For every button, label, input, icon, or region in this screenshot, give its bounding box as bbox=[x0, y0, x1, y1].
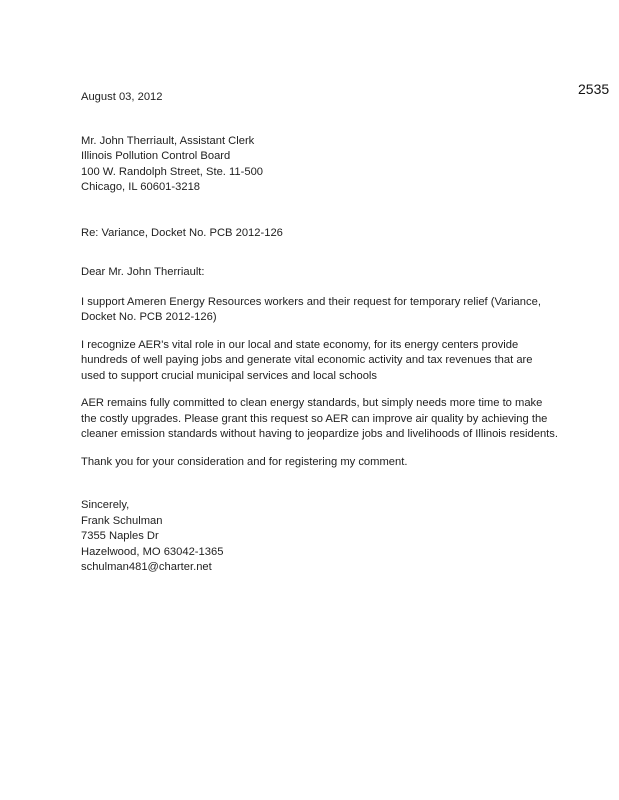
paragraph-line: I recognize AER's vital role in our local and state economy, for its energy centers provide bbox=[81, 338, 519, 351]
letter-date: August 03, 2012 bbox=[81, 91, 163, 103]
paragraph-line: the costly upgrades. Please grant this request so AER can improve air quality by achieving the bbox=[81, 412, 548, 425]
body-paragraph bbox=[81, 295, 571, 326]
paragraph-line: Docket No. PCB 2012-126) bbox=[81, 311, 217, 323]
sender-email: schulman481@charter.net bbox=[81, 561, 212, 573]
sender-name: Frank Schulman bbox=[81, 514, 163, 527]
page-number: 2535 bbox=[578, 81, 610, 97]
paragraph-line: Thank you for your consideration and for registering my comment. bbox=[81, 455, 408, 468]
closing: Sincerely, bbox=[81, 499, 130, 511]
sender-street: 7355 Naples Dr bbox=[81, 530, 159, 542]
sender-city: Hazelwood, MO 63042-1365 bbox=[81, 545, 224, 558]
addressee-line: 100 W. Randolph Street, Ste. 11-500 bbox=[81, 165, 264, 178]
body-paragraph bbox=[81, 338, 571, 385]
paragraph-line: I support Ameren Energy Resources workers and their request for temporary relief (Variance, bbox=[81, 295, 541, 308]
paragraph-line: cleaner emission standards without having to jeopardize jobs and livelihoods of Illinois residents. bbox=[81, 428, 558, 440]
addressee-line: Mr. John Therriault, Assistant Clerk bbox=[81, 134, 255, 147]
salutation: Dear Mr. John Therriault: bbox=[81, 266, 205, 278]
letter-body bbox=[81, 90, 571, 576]
addressee-block bbox=[81, 134, 571, 196]
signature-block bbox=[81, 498, 571, 576]
paragraph-line: AER remains fully committed to clean energy standards, but simply needs more time to make bbox=[81, 397, 543, 409]
paragraph-line: hundreds of well paying jobs and generate vital economic activity and tax revenues that are bbox=[81, 354, 533, 366]
addressee-line: Illinois Pollution Control Board bbox=[81, 150, 231, 162]
body-paragraph bbox=[81, 455, 571, 471]
addressee-line: Chicago, IL 60601-3218 bbox=[81, 181, 201, 193]
paragraph-line: used to support crucial municipal services and local schools bbox=[81, 369, 377, 382]
subject-line: Re: Variance, Docket No. PCB 2012-126 bbox=[81, 226, 283, 239]
body-paragraph bbox=[81, 396, 571, 443]
